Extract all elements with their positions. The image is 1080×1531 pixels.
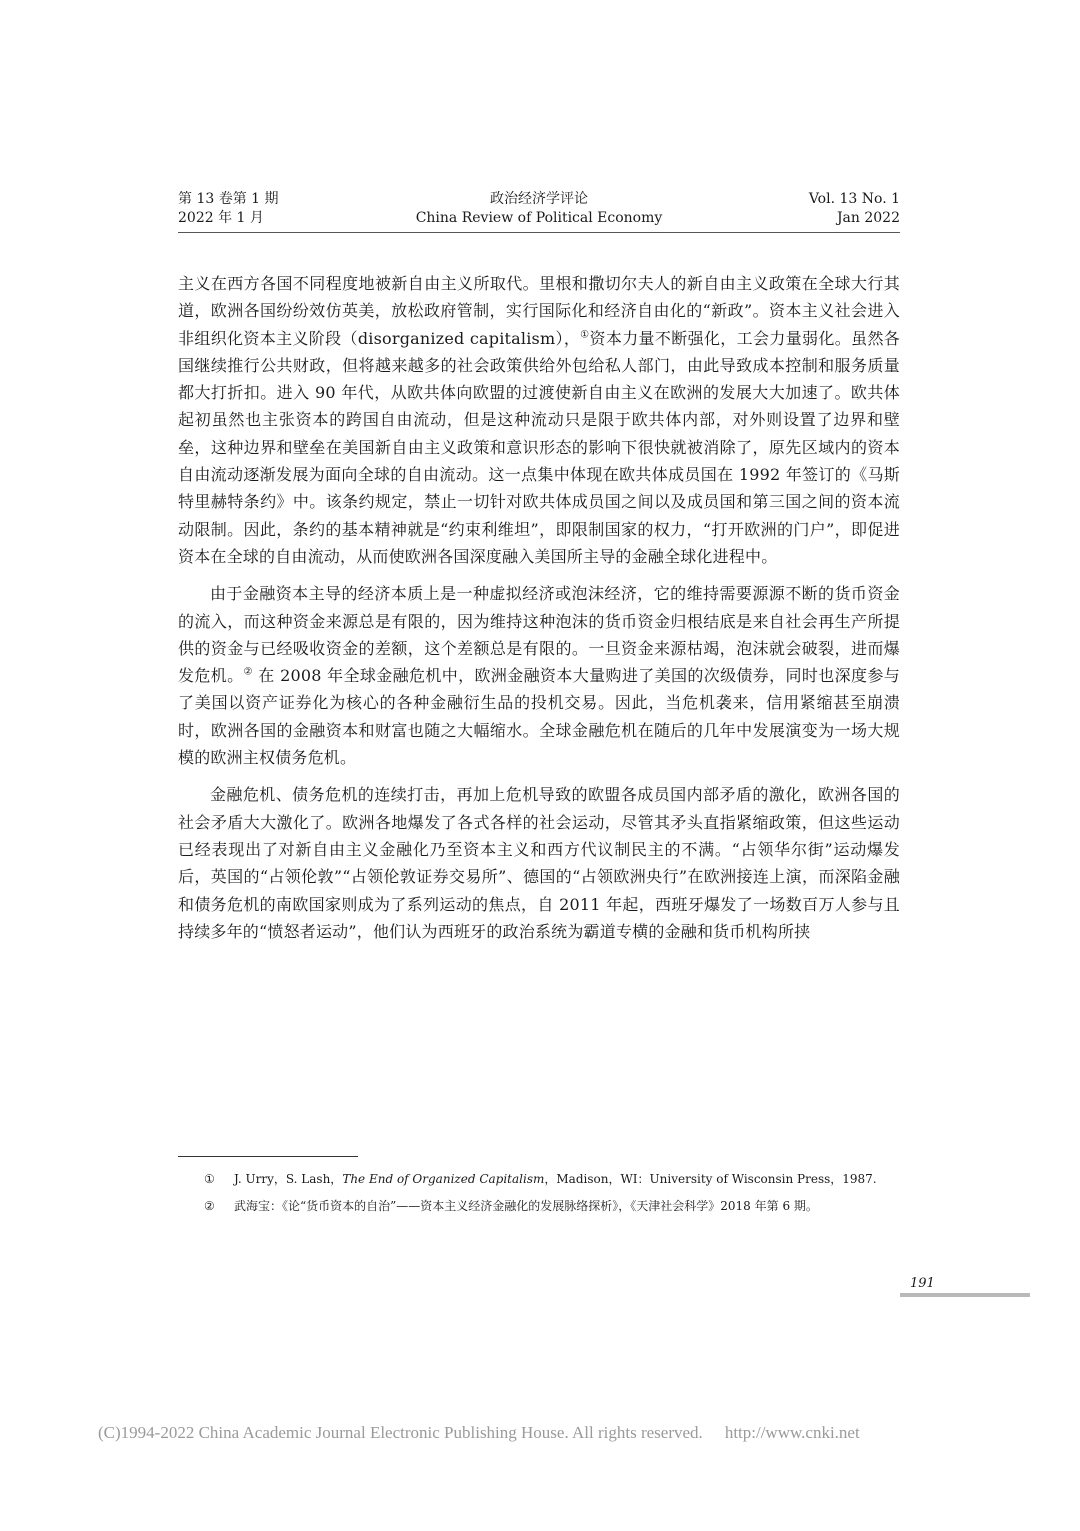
watermark-url[interactable]: http://www.cnki.net xyxy=(724,1423,860,1442)
body-paragraph-3: 金融危机、债务危机的连续打击，再加上危机导致的欧盟各成员国内部矛盾的激化，欧洲各国的社会矛盾大大激化了。欧洲各地爆发了各式各样的社会运动，尽管其矛头直指紧缩政策，但这些运动已经表现出了对新自由主义金融化乃至资本主义和西方代议制民主的不满。“占领华尔街”运动爆发后，英国的“占领伦敦”“占领伦敦证券交易所”、德国的“占领欧洲央行”在欧洲接连上演，而深陷金融和债务危机的南欧国家则成为了系列运动的焦点，自 2011 年起，西班牙爆发了一场数百万人参与且持续多年的“愤怒者运动”，他们认为西班牙的政治系统为霸道专横的金融和货币机构所挟 xyxy=(178,785,900,941)
body-paragraph-1 xyxy=(178,270,900,570)
footnote-1-mark: ① xyxy=(204,1172,215,1186)
footnote-2-mark: ② xyxy=(204,1199,215,1213)
copyright-watermark xyxy=(98,1423,998,1443)
footnote-ref-2[interactable]: ② xyxy=(243,666,253,678)
page-number-bar xyxy=(900,1293,1030,1297)
footnote-1 xyxy=(178,1170,900,1189)
footnote-1-authors: J. Urry，S. Lash， xyxy=(234,1172,343,1186)
watermark-copyright: (C)1994-2022 China Academic Journal Electronic Publishing House. All rights reserved. xyxy=(98,1423,703,1442)
footnote-2 xyxy=(178,1197,900,1216)
paragraph-2-text-a: 由于金融资本主导的经济本质上是一种虚拟经济或泡沫经济，它的维持需要源源不断的货币资金的流入，而这种资金来源总是有限的，因为维持这种泡沫的货币资金归根结底是来自社会再生产所提供的资金与已经吸收资金的差额，这个差额总是有限的。一旦资金来源枯竭，泡沫就会破裂，进而爆发危机。 xyxy=(178,584,900,686)
footnote-divider xyxy=(178,1156,358,1157)
paragraph-1-text-b: 资本力量不断强化，工会力量弱化。虽然各国继续推行公共财政，但将越来越多的社会政策供给外包给私人部门，由此导致成本控制和服务质量都大打折扣。进入 90 年代，从欧共体向欧盟的过渡使新自由主义在欧洲的发展大大加速了。欧共体起初虽然也主张资本的跨国自由流动，但是这种流动只是限于欧共体内部，对外则设置了边界和壁垒，这种边界和壁垒在美国新自由主义政策和意识形态的影响下很快就被消除了，原先区域内的资本自由流动逐渐发展为面向全球的自由流动。这一点集中体现在欧共体成员国在 1992 年签订的《马斯特里赫特条约》中。该条约规定，禁止一切针对欧共体成员国之间以及成员国和第三国之间的资本流动限制。因此，条约的基本精神就是“约束利维坦”，即限制国家的权力，“打开欧洲的门户”，即促进资本在全球的自由流动，从而使欧洲各国深度融入美国所主导的金融全球化进程中。 xyxy=(178,328,900,566)
running-header xyxy=(178,190,900,233)
header-date-cn: 2022 年 1 月 xyxy=(178,210,264,226)
footnote-1-publisher: ，Madison，WI：University of Wisconsin Press，1987. xyxy=(544,1172,877,1186)
footnote-2-text: 武海宝：《论“货币资本的自治”——资本主义经济金融化的发展脉络探析》，《天津社会科学》2018 年第 6 期。 xyxy=(234,1199,818,1213)
page-number: 191 xyxy=(910,1276,935,1291)
paragraph-2-text-b: 在 2008 年全球金融危机中，欧洲金融资本大量购进了美国的次级债券，同时也深度参与了美国以资产证券化为核心的各种金融衍生品的投机交易。因此，当危机袭来，信用紧缩甚至崩溃时，欧洲各国的金融资本和财富也随之大幅缩水。全球金融危机在随后的几年中发展演变为一场大规模的欧洲主权债务危机。 xyxy=(178,666,900,768)
header-volume-issue: 第 13 卷第 1 期 xyxy=(178,191,279,207)
footnote-1-book-title: The End of Organized Capitalism xyxy=(342,1172,545,1186)
body-paragraph-2 xyxy=(178,580,900,771)
header-journal-title xyxy=(178,190,900,228)
header-issue-info-en xyxy=(809,190,900,228)
footnote-1-text xyxy=(234,1170,900,1189)
footnote-ref-1[interactable]: ① xyxy=(580,329,590,341)
header-journal-cn: 政治经济学评论 xyxy=(490,191,588,207)
header-volume-en: Vol. 13 No. 1 xyxy=(808,191,900,207)
header-date-en: Jan 2022 xyxy=(836,210,900,226)
article-body xyxy=(178,270,900,945)
footnotes xyxy=(178,1170,900,1224)
header-journal-en: China Review of Political Economy xyxy=(415,210,663,226)
paragraph-1-text-a: 主义在西方各国不同程度地被新自由主义所取代。里根和撒切尔夫人的新自由主义政策在全球大行其道，欧洲各国纷纷效仿英美，放松政府管制，实行国际化和经济自由化的“新政”。资本主义社会进入非组织化资本主义阶段（disorganized capitalism）， xyxy=(178,274,900,348)
